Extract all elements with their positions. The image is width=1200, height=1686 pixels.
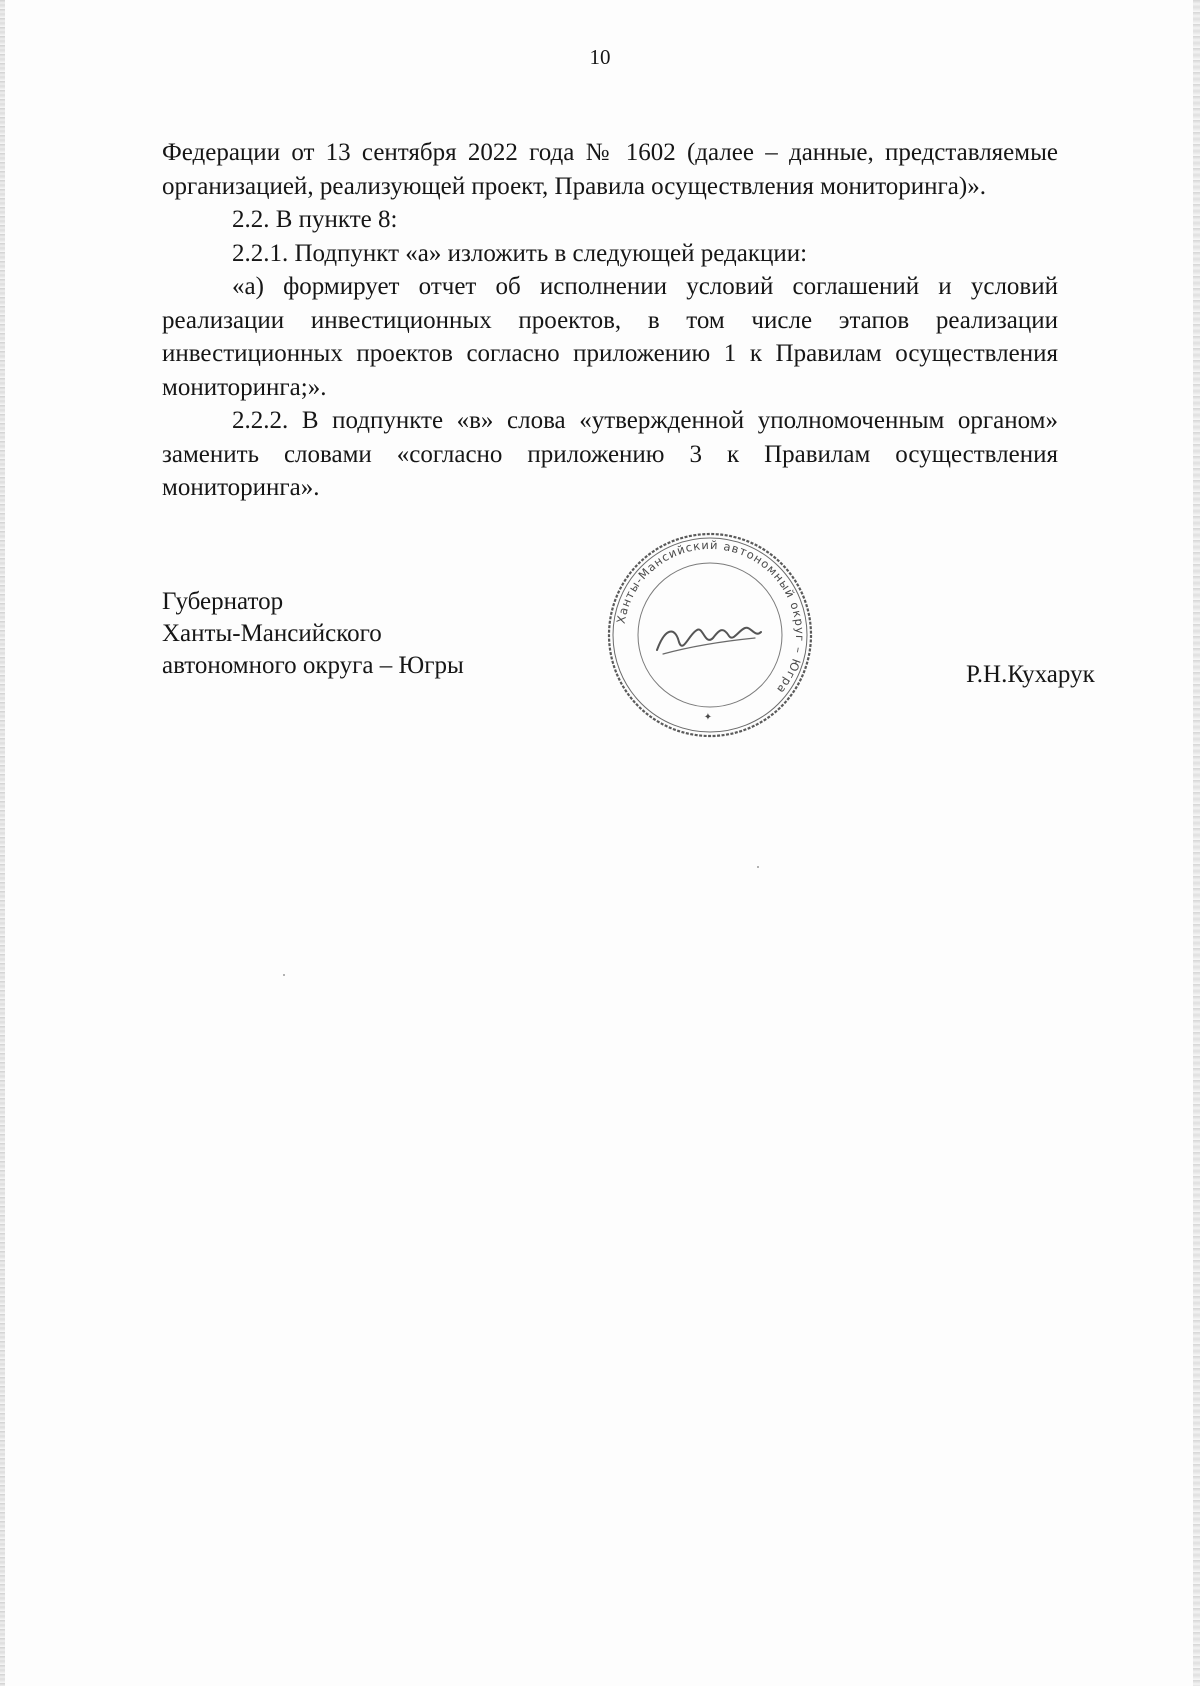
scan-artifact-dot <box>283 974 285 976</box>
signatory-region: Ханты-Мансийского <box>162 620 382 647</box>
paragraph-2-2: 2.2. В пункте 8: <box>232 206 398 233</box>
official-seal-stamp <box>605 530 815 740</box>
paragraph-2-2-2: 2.2.2. В подпункте «в» слова «утвержденной уполномоченным органом» заменить словами «согласно приложению 3 к Правилам осуществления мониторинга». <box>162 407 1058 501</box>
page-number: 10 <box>589 45 611 69</box>
seal-star-icon: ✦ <box>703 712 713 723</box>
document-body <box>162 136 1058 505</box>
signatory-name: Р.Н.Кухарук <box>966 661 1095 688</box>
scan-edge-left <box>0 0 5 1686</box>
seal-outer-ring <box>609 534 811 736</box>
signatory-position <box>162 586 464 682</box>
scan-edge-right <box>1193 0 1200 1686</box>
paragraph-subpoint-a: «а) формирует отчет об исполнении условий соглашений и условий реализации инвестиционных проектов, в том числе этапов реализации инвестиционных проектов согласно приложению 1 к Правилам осуществления мониторинга;». <box>162 273 1058 401</box>
seal-ring-text: Ханты-Мансийский автономный округ – Югра <box>613 537 808 697</box>
paragraph-continuation: Федерации от 13 сентября 2022 года № 1602 (далее – данные, представляемые организацией, реализующей проект, Правила осуществления мониторинга)». <box>162 139 1058 200</box>
scan-artifact-dot <box>757 866 759 868</box>
seal-inner-ring <box>638 563 782 707</box>
signatory-region-cont: автономного округа – Югры <box>162 652 464 679</box>
signatory-title: Губернатор <box>162 588 284 615</box>
paragraph-2-2-1: 2.2.1. Подпункт «а» изложить в следующей редакции: <box>232 239 808 267</box>
